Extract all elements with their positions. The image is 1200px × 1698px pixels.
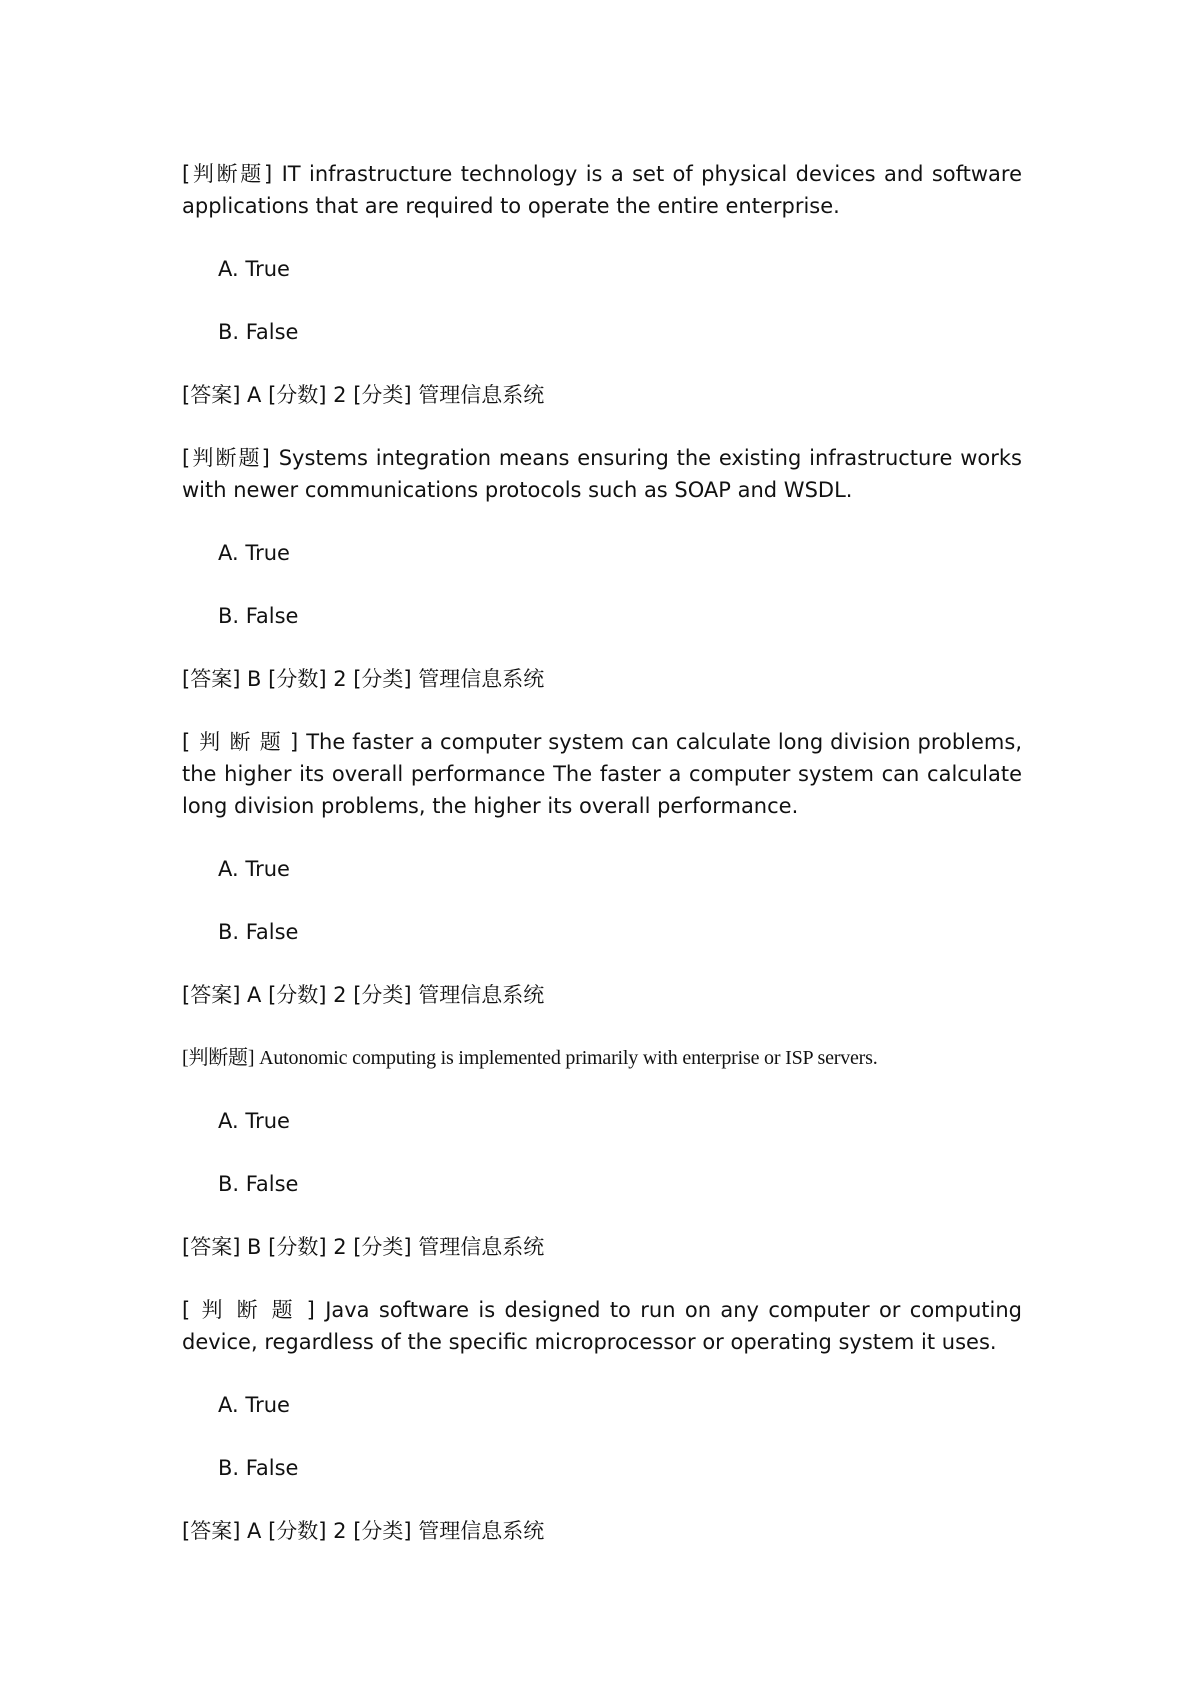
question-text (182, 1042, 1022, 1074)
question-body: Java software is designed to run on any computer or computing device, regardless of the specific microprocessor or operating system it uses. (182, 1298, 1022, 1354)
question-body: The faster a computer system can calculate long division problems, the higher its overall performance The faster a computer system can calculate long division problems, the higher its overall performance. (182, 730, 1022, 818)
answer-line: [答案] A [分数] 2 [分类] 管理信息系统 (182, 1519, 545, 1543)
question-body: IT infrastructure technology is a set of physical devices and software applications that are required to operate the entire enterprise. (182, 162, 1023, 218)
question-4 (182, 1042, 1022, 1263)
option-list (182, 537, 1022, 632)
question-type-tag: [判断题] (182, 162, 274, 186)
answer-line: [答案] A [分数] 2 [分类] 管理信息系统 (182, 983, 545, 1007)
option-list (182, 1105, 1022, 1200)
question-body: Systems integration means ensuring the existing infrastructure works with newer communications protocols such as SOAP and WSDL. (182, 446, 1023, 502)
answer-line: [答案] B [分数] 2 [分类] 管理信息系统 (182, 1235, 545, 1259)
question-type-tag: [判断题] (182, 1047, 255, 1069)
answer-line: [答案] A [分数] 2 [分类] 管理信息系统 (182, 383, 545, 407)
option-b: B. False (218, 320, 299, 344)
option-a: A. True (218, 541, 290, 565)
option-a: A. True (218, 1109, 290, 1133)
option-list (182, 1389, 1022, 1484)
question-text (182, 158, 1022, 222)
option-b: B. False (218, 920, 299, 944)
document-page (182, 158, 1022, 1578)
question-type-tag: [ 判 断 题 ] (182, 730, 300, 754)
option-b: B. False (218, 1456, 299, 1480)
option-list (182, 253, 1022, 348)
question-2 (182, 442, 1022, 695)
question-text (182, 442, 1022, 506)
question-type-tag: [ 判 断 题 ] (182, 1298, 316, 1322)
question-type-tag: [判断题] (182, 446, 271, 470)
option-list (182, 853, 1022, 948)
option-b: B. False (218, 604, 299, 628)
answer-line: [答案] B [分数] 2 [分类] 管理信息系统 (182, 667, 545, 691)
question-body: Autonomic computing is implemented primarily with enterprise or ISP servers. (259, 1047, 878, 1069)
question-text (182, 1294, 1022, 1358)
question-3 (182, 726, 1022, 1011)
option-a: A. True (218, 1393, 290, 1417)
option-b: B. False (218, 1172, 299, 1196)
option-a: A. True (218, 257, 290, 281)
question-1 (182, 158, 1022, 411)
option-a: A. True (218, 857, 290, 881)
question-text (182, 726, 1022, 822)
question-5 (182, 1294, 1022, 1547)
